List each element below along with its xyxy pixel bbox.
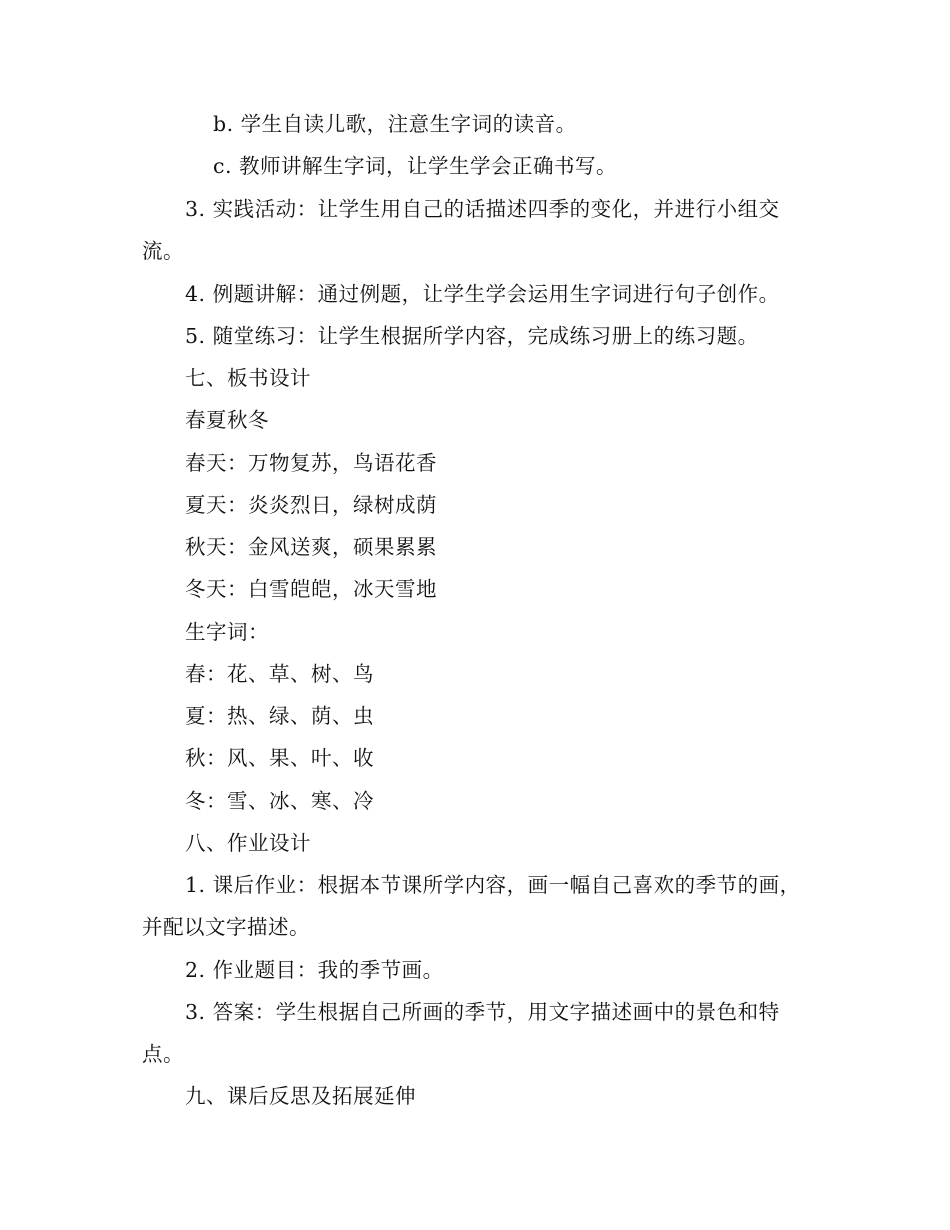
vocab-spring: 春：花、草、树、鸟 [185,662,374,686]
section-9-heading: 九、课后反思及拓展延伸 [185,1084,416,1108]
item-5-exercise: 5. 随堂练习：让学生根据所学内容，完成练习册上的练习题。 [185,324,759,348]
item-3-practice-activity: 3. 实践活动：让学生用自己的话描述四季的变化，并进行小组交 [185,197,780,221]
homework-3-answer: 3. 答案：学生根据自己所画的季节，用文字描述画中的景色和特 [185,1000,780,1024]
vocab-summer: 夏：热、绿、荫、虫 [185,704,374,728]
homework-1-continuation: 并配以文字描述。 [142,915,310,939]
vocab-winter: 冬：雪、冰、寒、冷 [185,789,374,813]
board-summer: 夏天：炎炎烈日，绿树成荫 [185,493,437,517]
vocab-autumn: 秋：风、果、叶、收 [185,746,374,770]
section-8-heading: 八、作业设计 [185,831,311,855]
board-title: 春夏秋冬 [185,408,269,432]
board-winter: 冬天：白雪皑皑，冰天雪地 [185,577,437,601]
step-b-read-rhyme: b. 学生自读儿歌，注意生字词的读音。 [213,112,577,136]
homework-3-continuation: 点。 [142,1042,184,1066]
homework-1: 1. 课后作业：根据本节课所学内容，画一幅自己喜欢的季节的画， [185,873,801,897]
board-spring: 春天：万物复苏，鸟语花香 [185,451,437,475]
board-autumn: 秋天：金风送爽，硕果累累 [185,535,437,559]
item-4-example: 4. 例题讲解：通过例题，让学生学会运用生字词进行句子创作。 [185,282,780,306]
item-3-continuation: 流。 [142,239,184,263]
homework-2: 2. 作业题目：我的季节画。 [185,958,444,982]
vocab-heading: 生字词： [185,620,269,644]
section-7-heading: 七、板书设计 [185,366,311,390]
step-c-teacher-explain: c. 教师讲解生字词，让学生学会正确书写。 [213,154,618,178]
